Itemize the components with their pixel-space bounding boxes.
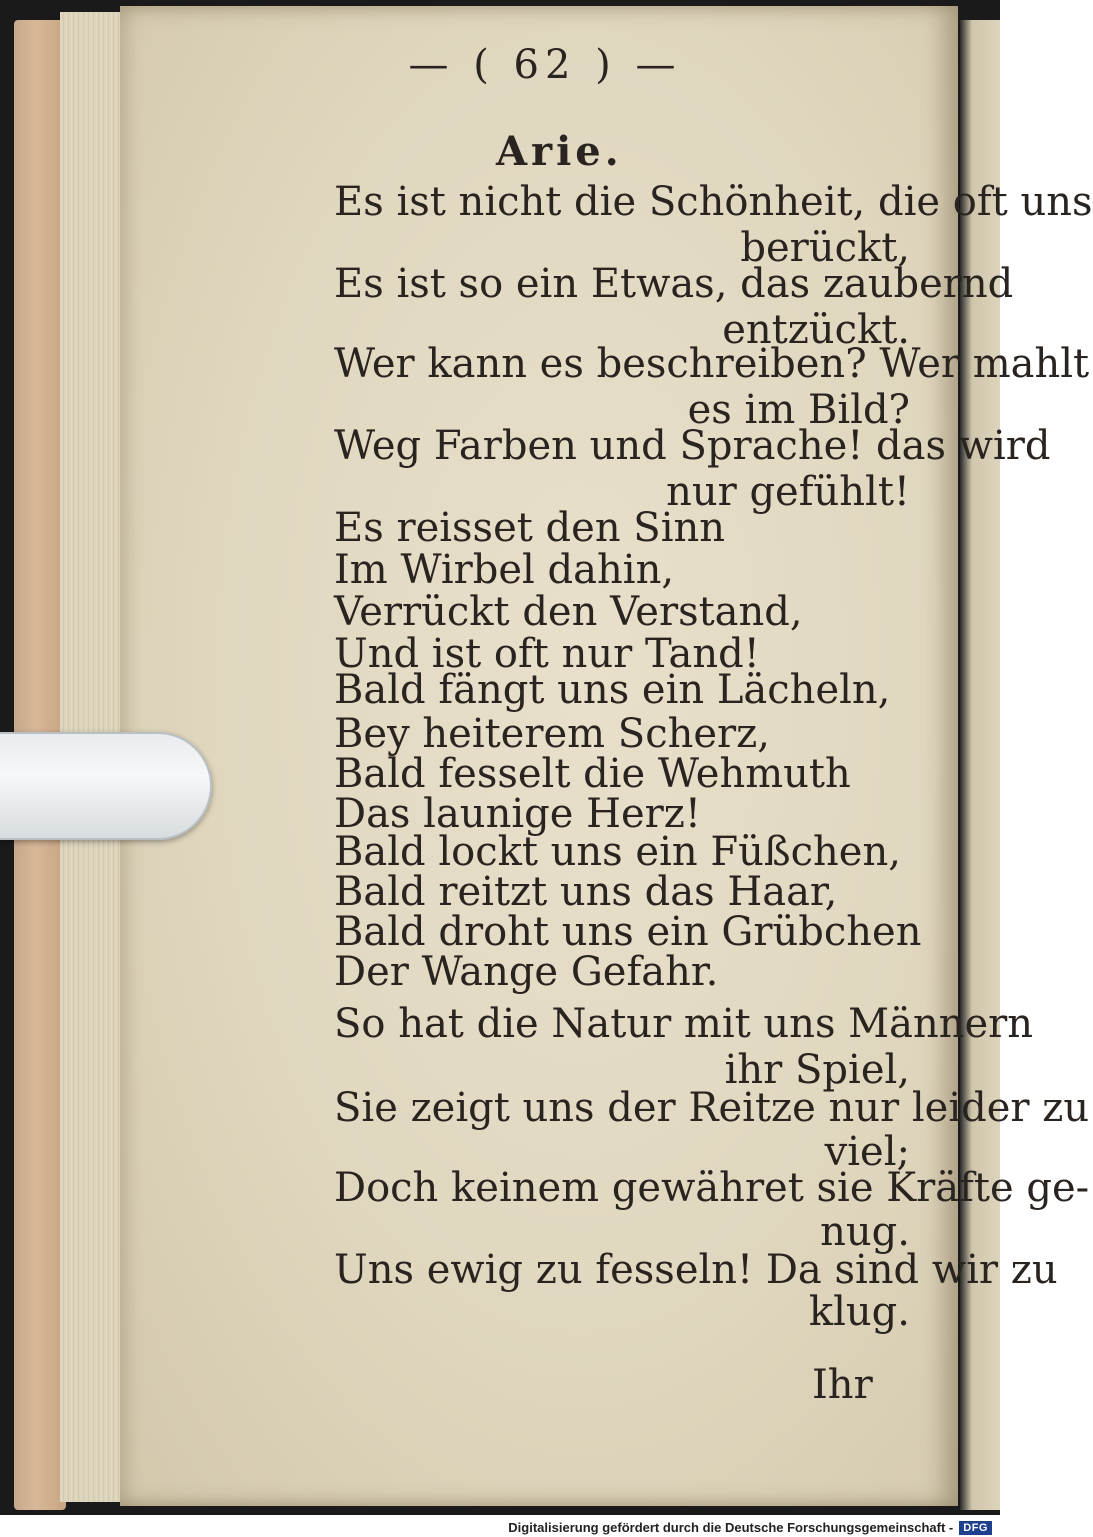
catchword: Ihr [812,1362,873,1408]
poem-line: Das launige Herz! [334,791,701,837]
digitization-credit [508,1520,992,1535]
poem-line: Bald droht uns ein Grübchen [334,909,922,955]
poem-line: Es reisset den Sinn [334,505,726,551]
poem-line: Bald fesselt die Wehmuth [334,751,851,797]
poem-line: Bald fängt uns ein Lächeln, [334,667,891,713]
poem-line: nug. [820,1209,910,1255]
page-number: — ( 62 ) — [408,42,682,88]
poem-line: ihr Spiel, [724,1047,910,1093]
poem-line: nur gefühlt! [666,469,910,515]
poem-line: Bey heiterem Scherz, [334,711,770,757]
poem-line: Sie zeigt uns der Reitze nur leider zu [334,1085,1090,1131]
poem-line: Und ist oft nur Tand! [334,631,760,677]
poem-line: So hat die Natur mit uns Männern [334,1001,1034,1047]
poem-line: viel; [824,1129,910,1175]
poem-line: Bald reitzt uns das Haar, [334,869,838,915]
poem-line: Im Wirbel dahin, [334,547,675,593]
poem-line: es im Bild? [687,387,910,433]
poem-line: berückt, [740,225,910,271]
poem-line: klug. [808,1289,910,1335]
poem-line: Uns ewig zu fesseln! Da sind wir zu [334,1247,1058,1293]
poem-line: Verrückt den Verstand, [334,589,803,635]
poem-line: Bald lockt uns ein Füßchen, [334,829,901,875]
poem-heading: Arie. [496,128,623,175]
poem-line: Doch keinem gewähret sie Kräfte ge- [334,1165,1090,1211]
dfg-logo: DFG [959,1521,992,1535]
poem-line: Der Wange Gefahr. [334,949,719,995]
poem-line: Es ist so ein Etwas, das zaubernd [334,261,1014,307]
poem-line: Es ist nicht die Schönheit, die oft uns [334,179,1093,225]
poem-line: Weg Farben und Sprache! das wird [334,423,1051,469]
poem-line: entzückt. [722,307,910,353]
poem-line: Wer kann es beschreiben? Wer mahlt [334,341,1090,387]
credit-text: Digitalisierung gefördert durch die Deutsche Forschungsgemeinschaft - [508,1520,954,1535]
